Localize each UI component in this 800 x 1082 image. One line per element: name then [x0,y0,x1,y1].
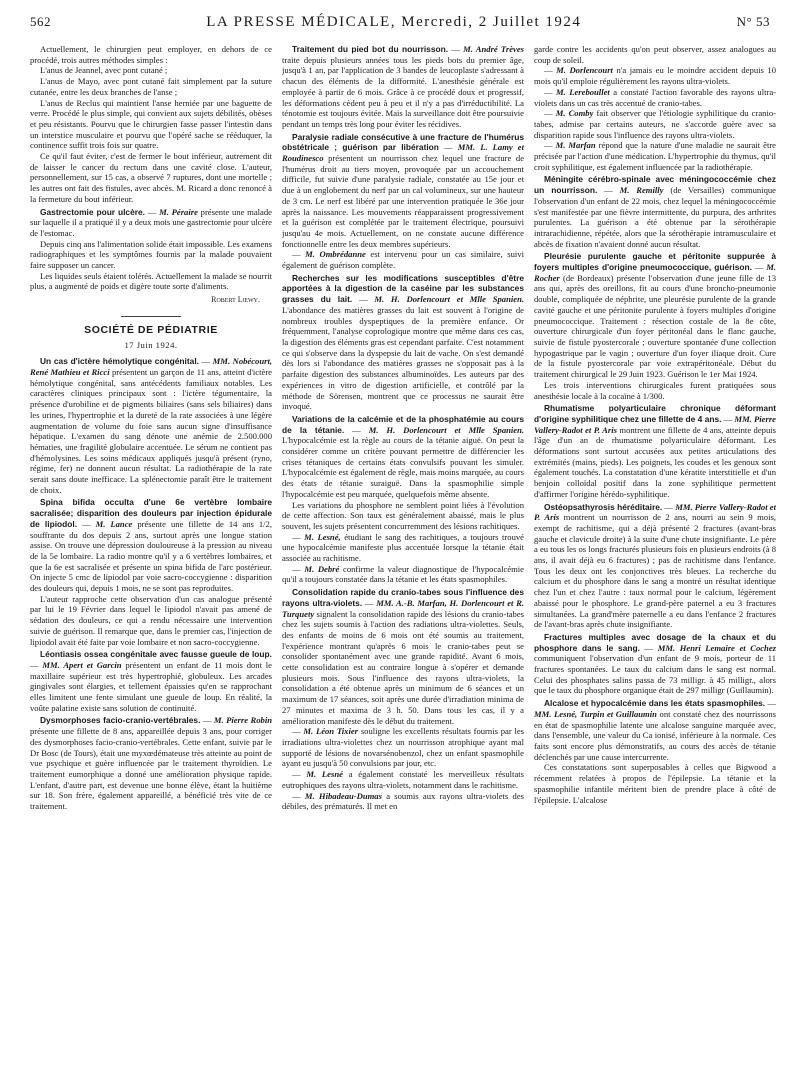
paragraph: Depuis cinq ans l'alimentation solide était impossible. Les examens radiographiques et les symptômes fournis par la malade pouvaient faire supposer un cancer. [30,238,272,271]
article-title: Rhumatisme polyarticulaire chronique déformant d'origine syphilitique chez une fillette de 4 ans. [534,403,776,424]
article-text: L'hypocalcémie est la règle au cours de la tétanie aiguë. On peut la considérer comme un critère pouvant permettre de différencier les crises tétaniques de certains états convulsifs pouvant les simuler. L'hypocalcémie est également de règle, mais moins marquée, au cours des états de tétanie suraiguë. Dans la spasmophilie simple l'hypocalcémie est peu marquée, quelquefois même absente. [282,435,524,499]
article-text: (de Bordeaux) présente l'observation d'une jeune fille de 13 ans qui, après des oreillons, fit au cours d'une broncho-pneumonie double, compliquée de néphrite, une pleurésie purulente de la grande cavité gauche et une péritonite purulente à foyers multiples d'origine pneumococcique. Traitement : résection costale de la 8e côte, ouverture chirurgicale d'un foyer péritonéal dans le flanc gauche, suivie de fistule pyostercorale ; ouverture spontanée d'une collection hypogastrique par le vagin ; ouverture d'un foyer iliaque droit. Cure de la fistule pyostercorale par voie extrapéritonéale. Début du traitement chirurgical le 29 Juin 1923. Guérison le 1er Mai 1924. [534,272,776,380]
article-title: Alcalose et hypocalcémie dans les états spasmophiles. [544,698,766,709]
article-title: Dysmorphoses facio-cranio-vertébrales. [40,715,201,726]
discussion: — M. Hibadeau-Dumas a soumis aux rayons ultra-violets des débiles, des prématurés. Il met en [282,790,524,812]
article-title: Gastrectomie pour ulcère. [40,206,145,217]
discussion-text: a également constaté les merveilleux résultats eutrophiques des rayons ultra-violets, notamment dans le rachitisme. [282,769,524,790]
article-text: présentent un garçon de 11 ans, atteint d'ictère hémolytique congénital, sans antécédents familiaux notables. Les caractères cliniques principaux sont : l'ictère tégumentaire, la présence d'urobiline et de pigments biliaires (sans sels biliaires) dans les urines, l'hypertrophie et la dureté de la rate associées à une légère augmentation de volume du foie sans aucun signe d'insuffisance hépatique. L'examen du sang dénote une anémie de 2.500.000 hématies, une fragilité globulaire accentuée. Le sérum ne contient pas d'hémolysines. Les soins médicaux appliqués jusqu'à présent (ryno, régime, fer) ne donnent aucun résultat. La radiothérapie de la rate serait sans doute inefficace. La splénectomie paraît être le traitement de choix. [30,366,272,495]
paragraph: L'anus de Mayo, avec pont cutané fait simplement par la suture cutanée, entre les deux branches de l'anse ; [30,76,272,97]
article-cranio-tabes: Consolidation rapide du cranio-tabes sous l'influence des rayons ultra-violets. — MM. A.-B. Marfan, H. Dorlencourt et R. Turquety signalent la consolidation rapide des lésions du cranio-tabes chez les sujets soumis à l'action des radiations ultra-violettes. Seuls, des enfants de moins de 6 mois ont été soumis au traitement, l'expérience montrant qu'après 6 mois le cranio-tabes peut se consolider spontanément avec une grande rapidité. Avant 6 mois, cette consolidation est au contraire longue à s'opérer et demande plusieurs mois. Sous l'influence des rayons ultra-violets, la consolidation a été obtenue après un minimum de 6 séances et un maximum de 17 séances, soit après une durée d'irradiation minima de 27 minutes et maxima de 3 h. 50. Dans tous les cas, il y a amélioration manifeste dès le début du traitement. [282,587,524,726]
article-title: Ostéopsathyrosis héréditaire. [544,501,663,512]
journal-title [206,14,581,31]
text-columns [30,44,776,1078]
article-title: Consolidation rapide du cranio-tabes sous l'influence des rayons ultra-violets. [282,587,524,608]
paragraph: Ces constatations sont superposables à celles que Bigwood a récemment relatées à propos de l'épilepsie. La tétanie et la spasmophilie infantile méritent bien de prendre place à côté de l'épilepsie. L'alcalose [534,762,776,805]
paragraph: Les variations du phosphore ne semblent point liées à l'évolution de cette affection. Son taux est généralement abaissé, mais le plus souvent, les sujets présentent concurremment des lésions rachitiques. [282,499,524,531]
article-ictere: Un cas d'ictère hémolytique congénital. — MM. Nobécourt, René Mathieu et Ricci présentent un garçon de 11 ans, atteint d'ictère hémolytique congénital, sans antécédents familiaux notables. Les caractères cliniques principaux sont : l'ictère tégumentaire, la présence d'urobiline et de pigments biliaires (sans sels biliaires) dans les urines, l'hypertrophie et la dureté de la rate associées à une légère augmentation de volume du foie sans aucun signe d'insuffisance hépatique. L'examen du sang dénote une anémie de 2.500.000 hématies, une fragilité globulaire accentuée. Le sérum ne contient pas d'hémolysines. Les soins médicaux appliqués jusqu'à présent (ryno, régime, fer) ne donnent aucun résultat. La radiothérapie de la rate serait sans doute inefficace. La splénectomie paraît être le traitement de choix. [30,356,272,495]
article-fractures: Fractures multiples avec dosage de la chaux et du phosphore dans le sang. — MM. Henri Lemaire et Cochez communiquent l'observation d'un enfant de 9 mois, porteur de 11 fractures spontanées. Le taux du calcium dans le sang est normal. Celui des phosphates salins passa de 73 milligr. à 45 milligr., alors que le taux du phosphore organique était de 297 milligr (Guillaumin). [534,631,776,696]
article-caseine: Recherches sur les modifications susceptibles d'être apportées à la digestion de la caséine par les substances grasses du lait. — M. H. Dorlencourt et Mlle Spanien. L'abondance des matières grasses du lait est souvent à l'origine de nombreux troubles dyspeptiques de la première enfance. Or fréquemment, l'analyse coprologique montre que même dans ces cas, la digestion des éléments gras est cependant parfaite. C'est notamment ce qui s'observe dans la dyspepsie du lait de vache. On s'est demandé dès lors si l'abondance des matières grasses ne s'opposait pas à la parfaite digestion des substances albuminoïdes. Les auteurs par des expériences in vitro de digestion artificielle, et contrôlé par la méthode de Sörensen, montrent que ce processus ne saurait être invoqué. [282,272,524,412]
discussion-text: est intervenu pour un cas similaire, suivi également de guérison complète. [282,249,524,271]
article-author: M. Pierre Robin [213,715,272,726]
article-text: présentent un nourrisson chez lequel une fracture de l'humérus droit au tiers moyen, provoquée par un accouchement difficile, fut suivie d'une paralysie radiale, constatée au 15e jour et due à un englobement du nerf par un cal volumineux, sur une hauteur de 3 cm. Le nerf est libéré par une intervention pratiquée le 36e jour après la naissance. Les mouvements réapparaissent progressivement et la guérison est complétée par le traitement électrique, poursuivi jusqu'au 4e mois. Actuellement, on ne constate aucune différence fonctionnelle entre les deux membres supérieurs. [282,153,524,249]
article-author: M. H. Dorlencourt et Mlle Spanien. [368,424,524,435]
section-title: SOCIÉTÉ DE PÉDIATRIE [84,323,218,336]
article-author: MM. Henri Lemaire et Cochez [657,642,776,653]
article-text: montrent une fillette de 4 ans, atteinte depuis l'âge d'un an de rhumatisme polyarticulaire déformant. Les déformations sont surtout accusées aux petites articulations des extrémités (mains, pieds). Les poignets, les coudes et les genoux sont également touchés. La constatation d'une kératite interstitielle et d'un benjoin colloïdal positif dans la zone syphilitique permettent d'affirmer l'origine hérédo-syphilitique. [534,424,776,499]
article-title: Fractures multiples avec dosage de la chaux et du phosphore dans le sang. [534,631,776,653]
discussant: M. Comby [555,108,594,119]
article-text: présente une fillette de 8 ans, appareillée depuis 3 ans, pour corriger des dysmorphoses facio-cranio-vertébrales. Cette enfant, suivie par le Dr Bosc (de Tours), était une myxœdémateuse très atteinte au point de vue psychique et guère influencée par le traitement thyroïdien. Le traitement eumorphique a donné une amélioration physique rapide. L'enfant, d'autre part, est devenue une bonne élève, étant la huitième sur 18. Son frère, également appareillé, a bénéficié très vite de ce traitement. [30,726,272,812]
discussion-text: souligne les excellents résultats fournis par les irradiations ultra-violettes chez un nourrisson atrophique ayant mal supporté de lésions de novarsénobenzol, chez un enfant spasmophile ayant eu jusqu'à 50 convulsions par jour, etc. [282,726,524,769]
article-author: M. H. Dorlencourt et Mlle Spanien. [374,294,524,305]
article-title: Méningite cérébro-spinale avec méningococcémie chez un nourrisson. [534,174,776,196]
paragraph: L'anus de Jeannel, avec pont cutané ; [40,65,168,76]
article-alcalose: Alcalose et hypocalcémie dans les états spasmophiles. — MM. Lesné, Turpin et Guillaumin ont constaté chez des nourrissons en état de spasmophilie latente une alcalose sanguine marquée avec, dans l'ensemble, une valeur du Ca ionisé, inférieure à la normale. Ces faits sont encore plus démonstratifs, au cours des accès de tétanie déclenchés par une cause intercurrente. [534,698,776,762]
article-text: (de Versailles) communique l'observation d'un enfant de 22 mois, chez lequel la méningococcémie s'est manifestée par une fièvre intermittente, du purpura, des arthrites purulentes. La guérison a été obtenue par la sérothérapie intrarachidienne, répétée, alors que la sérothérapie intramusculaire et abcès de fixation n'avaient donné aucun résultat. [534,185,776,249]
running-header [30,14,770,34]
article-author: M. Rocher [534,262,776,283]
paragraph: Les trois interventions chirurgicales furent pratiquées sous anesthésie locale à la cocaïne à 1/300. [534,379,776,401]
article-title: Pleurésie purulente gauche et péritonite suppurée à foyers multiples d'origine pneumococcique, guérison. [534,251,776,273]
article-title: Paralysie radiale consécutive à une fracture de l'humérus obstétricale ; guérison par libération [282,131,524,153]
discussant: M. Lesné, [304,531,341,542]
discussion-text: fait observer que l'étiologie syphilitique du cranio-tabes, admise par certains auteurs, ne s'accorde guère avec sa disparition rapide sous l'influence des rayons ultra-violets. [534,108,776,140]
article-text: traite depuis plusieurs années tous les pieds bots du premier âge, jusqu'à 1 an, par l'application de 3 bandes de leucoplaste s'adressant à chacun des éléments de la difformité. L'anesthésie générale est employée à partir de 6 mois. Grâce à ce procédé doux et progressif, les déformations cèdent peu à peu et il n'y a pas d'irréductibilité. La ténotomie est toujours évitée. Mais la surveillance doit être poursuivie pendant un temps très long pour éviter les récidives. [282,54,524,129]
discussion-text: a soumis aux rayons ultra-violets des débiles, des prématurés. Il met en [282,790,524,812]
article-text: L'abondance des matières grasses du lait est souvent à l'origine de nombreux troubles dyspeptiques de la première enfance. Or fréquemment, l'analyse coprologique montre que même dans ces cas, la digestion des éléments gras est cependant parfaite. C'est notamment ce qui s'observe dans la dyspepsie du lait de vache. On s'est demandé dès lors si l'abondance des matières grasses ne s'opposait pas à la parfaite digestion des substances albuminoïdes. Les auteurs par des expériences in vitro de digestion artificielle, et contrôlé par la méthode de Sörensen, montrent que ce processus ne saurait être invoqué. [282,304,524,412]
article-osteopsathyrosis: Ostéopsathyrosis héréditaire. — MM. Pierre Vallery-Radot et P. Aris montrent un nourrisson de 2 ans, nourri au sein 9 mois, exempt de rachitisme, qui a déjà présenté 2 fractures (avant-bras gauche et clavicule droite) à la suite d'une chute insignifiante. Le père a eu tous les os longs fracturés plusieurs fois en plusieurs endroits (à 8 ans, il avait déjà eu 6 fractures) ; pas de rachitisme dans l'enfance. Tous les deux ont les conjonctives très bleues. La recherche du calcium et du phosphore dans le sang a montré un résultat identique chez l'un et chez l'autre : taux normal pour le calcium, légèrement abaissé pour le phosphore. Le grand-père paternel a eu 3 fractures simultanées. La grand'mère paternelle a eu dans l'enfance 2 fractures de l'avant-bras après chute insignifiante. [534,501,776,630]
article-title: Variations de la calcémie et de la phosphatémie au cours de la tétanie. [282,413,524,435]
article-dysmorphoses: Dysmorphoses facio-cranio-vertébrales. — M. Pierre Robin présente une fillette de 8 ans, appareillée depuis 3 ans, pour corriger des dysmorphoses facio-cranio-vertébrales. Cette enfant, suivie par le Dr Bosc (de Tours), était une myxœdémateuse très atteinte au point de vue psychique et guère influencée par le traitement thyroïdien. Le traitement eumorphique a donné une amélioration physique rapide. L'enfant, d'autre part, est devenue une bonne élève, étant la huitième sur 18. Son frère, également appareillé, a bénéficié très vite de ce traitement. [30,715,272,812]
discussion: — M. Léon Tixier souligne les excellents résultats fournis par les irradiations ultra-violettes chez un nourrisson atrophique ayant mal supporté de lésions de novarsénobenzol, chez un enfant spasmophile ayant eu jusqu'à 50 convulsions par jour, etc. [282,726,524,769]
article-title: Un cas d'ictère hémolytique congénital. [40,356,199,367]
article-author: MM. Pierre Vallery-Radot et P. Aris [534,413,776,435]
discussion: — M. Dorlencourt n'a jamais eu le moindre accident depuis 10 mois qu'il emploie régulièrement les rayons ultra-violets. [534,65,776,87]
discussion-text: répond que la nature d'une maladie ne saurait être précisée par l'action d'une médication. L'hypertrophie du thymus, qu'il croit syphilitique, est également influencée par la radiothérapie. [534,140,776,172]
article-text: présente une malade sur laquelle il a pratiqué il y a deux mois une gastrectomie pour ulcère de l'estomac. [30,206,272,238]
issue-number: N° 53 [736,14,770,29]
article-text: présentent un enfant de 11 mois dont le maxillaire supérieur est très hypertrophié, globuleux. Les arcades gingivales sont élargies, et tellement épaissies qu'en se rapprochant elles limitent une fente simulant une gueule de loup. En réalité, la voûte palatine existe sans solution de continuité. [30,659,272,713]
paragraph: L'auteur rapproche cette observation d'un cas analogue présenté par lui le 19 Février dans lequel le lipiodol n'avait pas amené de sédation des douleurs, ce qui a rendu nécessaire une intervention suivie de guérison. Il remarque que, dans le premier cas, l'injection de lipiodol avait été faite par voie lombaire et non sacro-coccygienne. [30,593,272,647]
discussion: — M. Debré confirme la valeur diagnostique de l'hypocalcémie qu'il a toujours constatée dans la tétanie et les états spasmophiles. [282,563,524,585]
discussion-text: a constaté l'action favorable des rayons ultra-violets dans un cas très accentué de cranio-tabes. [534,86,776,108]
issue-date: , Mercredi, 2 Juillet 1924 [390,14,582,30]
discussion-text: confirme la valeur diagnostique de l'hypocalcémie qu'il a toujours constatée dans la tétanie et les états spasmophiles. [282,563,524,585]
page-number: 562 [30,14,51,29]
discussion-text: étudiant le sang des rachitiques, a toujours trouvé une hypocalcémie manifeste plus accentuée lorsque la tétanie était associée au rachitisme. [282,531,524,564]
discussion: — M. Marfan répond que la nature d'une maladie ne saurait être précisée par l'action d'une médication. L'hypertrophie du thymus, qu'il croit syphilitique, est également influencée par la radiothérapie. [534,140,776,172]
article-pleuresie: Pleurésie purulente gauche et péritonite suppurée à foyers multiples d'origine pneumococcique, guérison. — M. Rocher (de Bordeaux) présente l'observation d'une jeune fille de 13 ans qui, après des oreillons, fit au cours d'une broncho-pneumonie double, compliquée de néphrite, une pleurésie purulente de la grande cavité gauche et une péritonite purulente à foyers multiples d'origine pneumococcique. Traitement : résection costale de la 8e côte, ouverture chirurgicale d'un foyer péritonéal dans le flanc gauche, suivie de fistule pyostercorale ; ouverture spontanée d'une collection hypogastrique par le vagin ; ouverture d'un foyer iliaque droit. Cure de la fistule pyostercorale par voie extrapéritonéale. Début du traitement chirurgical le 29 Juin 1923. Guérison le 1er Mai 1924. [534,251,776,380]
discussant: M. Ombrédanne [305,249,366,260]
discussant: M. Hibadeau-Dumas [304,790,382,801]
article-leontiasis: Léontiasis ossea congénitale avec fausse gueule de loup. — MM. Apert et Garcin présentent un enfant de 11 mois dont le maxillaire supérieur est très hypertrophié, globuleux. Les arcades gingivales sont élargies, et tellement épaissies qu'en se rapprochant elles limitent une fente simulant une gueule de loup. En réalité, la voûte palatine existe sans solution de continuité. [30,649,272,713]
article-text: présente une fillette de 14 ans 1/2, souffrante du dos depuis 2 ans, surtout après une longue station assise. On trouve une dépression douloureuse à la pression au niveau de la 5e lombaire. La radio montre qu'il y a 6 vertèbres lombaires, et que la 6e est sacralisée et présente un spina bifida de l'arc postérieur. On injecte 5 cmc de lipiodol par voie sacro-coccygienne : disparition des douleurs qui, depuis 1 mois, ne se sont pas reproduites. [30,518,272,594]
journal-name: LA PRESSE MÉDICALE [206,14,391,30]
discussion: — M. Comby fait observer que l'étiologie syphilitique du cranio-tabes, admise par certains auteurs, ne s'accorde guère avec sa disparition rapide sous l'influence des rayons ultra-violets. [534,108,776,140]
article-author: M. André Trèves [463,44,524,54]
discussion: — M. Lesné, étudiant le sang des rachitiques, a toujours trouvé une hypocalcémie manifeste plus accentuée lorsque la tétanie était associée au rachitisme. [282,531,524,564]
article-title: Spina bifida occulta d'une 6e vertèbre lombaire sacralisée; disparition des douleurs par injection épidurale de lipiodol. [30,497,272,529]
column-right [534,44,776,1078]
article-meningite: Méningite cérébro-spinale avec méningococcémie chez un nourrisson. — M. Remilly (de Versailles) communique l'observation d'un enfant de 22 mois, chez lequel la méningococcémie s'est manifestée par une fièvre intermittente, du purpura, des arthrites purulentes. La guérison a été obtenue par la sérothérapie intrarachidienne, répétée, alors que la sérothérapie intramusculaire et abcès de fixation n'avaient donné aucun résultat. [534,174,776,249]
discussion-text: n'a jamais eu le moindre accident depuis 10 mois qu'il emploie régulièrement les rayons ultra-violets. [534,65,776,87]
discussant: M. Debré [304,563,340,574]
article-author: MM. Apert et Garcin [42,659,122,670]
paragraph: garde contre les accidents qu'on peut observer, assez analogues au coup de soleil. [534,44,776,65]
discussant: M. Dorlencourt [556,65,613,76]
article-rhumatisme: Rhumatisme polyarticulaire chronique déformant d'origine syphilitique chez une fillette de 4 ans. — MM. Pierre Vallery-Radot et P. Aris montrent une fillette de 4 ans, atteinte depuis l'âge d'un an de rhumatisme polyarticulaire déformant. Les déformations sont surtout accusées aux petites articulations des extrémités (mains, pieds). Les poignets, les coudes et les genoux sont également touchés. La constatation d'une kératite interstitielle et d'un benjoin colloïdal positif dans la zone syphilitique permettent d'affirmer l'origine hérédo-syphilitique. [534,403,776,499]
paragraph: Ce qu'il faut éviter, c'est de fermer le bout inférieur, autrement dit de laisser le cancer du rectum dans une cavité close. L'auteur, personnellement, sur 15 cas, a observé 7 ruptures, dont une mortelle ; les autres ont fait des fistules, avec abcès. M. Ricard a donc renoncé à la fermeture du bout inférieur. [30,151,272,204]
section-date: 17 Juin 1924. [124,339,178,350]
article-author: M. Remilly [619,185,664,196]
article-calcemie: Variations de la calcémie et de la phosphatémie au cours de la tétanie. — M. H. Dorlencourt et Mlle Spanien. L'hypocalcémie est la règle au cours de la tétanie aiguë. On peut la considérer comme un critère pouvant permettre de différencier les crises tétaniques de certains états convulsifs pouvant les simuler. L'hypocalcémie est également de règle, mais moins marquée, au cours des états de tétanie suraiguë. Dans la spasmophilie simple l'hypocalcémie est peu marquée, quelquefois même absente. [282,413,524,499]
article-text: signalent la consolidation rapide des lésions du cranio-tabes chez les sujets soumis à l'action des radiations ultra-violettes. Seuls, des enfants de moins de 6 mois ont été soumis au traitement, l'expérience montrant qu'après 6 mois le cranio-tabes peut se consolider spontanément avec une grande rapidité. Avant 6 mois, cette consolidation est au contraire longue à s'opérer et demande plusieurs mois. Sous l'influence des rayons ultra-violets, la consolidation a été obtenue après un minimum de 6 séances et un maximum de 17 séances, soit après une durée d'irradiation minima de 27 minutes et maxima de 3 h. 50. Dans tous les cas, il y a amélioration manifeste dès le début du traitement. [282,608,524,726]
article-author: MM. Lesné, Turpin et Guillaumin [534,708,657,719]
paragraph: L'anus de Reclus qui maintient l'anse herniée par une baguette de verre. Procédé le plus simple, qui convient aux sujets débilités, obèses et peu résistants. Pourvu que le chirurgien fasse passer l'intestin dans un interstice musculaire et pourvu que l'opéré sache se rééduquer, la continence suffit trois fois sur quatre. [30,97,272,151]
column-middle [282,44,524,1078]
discussion: — M. Ombrédanne est intervenu pour un cas similaire, suivi également de guérison complète. [282,249,524,271]
article-author: M. Lance [95,518,133,529]
article-paralysie: Paralysie radiale consécutive à une fracture de l'humérus obstétricale ; guérison par libération — MM. L. Lamy et Roudinesco présentent un nourrisson chez lequel une fracture de l'humérus droit au tiers moyen, provoquée par un accouchement difficile, fut suivie d'une paralysie radiale, constatée au 15e jour et due à un englobement du nerf par un cal volumineux, sur une hauteur de 3 cm. Le nerf est libéré par une intervention pratiquée le 36e jour après la naissance. Les mouvements réapparaissent progressivement et la guérison est complétée par le traitement électrique, poursuivi jusqu'au 4e mois. Actuellement, on ne constate aucune différence fonctionnelle entre les deux membres supérieurs. [282,131,524,249]
discussion: — M. Lesné a également constaté les merveilleux résultats eutrophiques des rayons ultra-violets, notamment dans le rachitisme. [282,769,524,790]
article-text: communiquent l'observation d'un enfant de 9 mois, porteur de 11 fractures spontanées. Le taux du calcium dans le sang est normal. Celui des phosphates salins passa de 73 milligr. à 45 milligr., alors que le taux du phosphore organique était de 297 milligr (Guillaumin). [534,653,776,696]
author-signature: Robert Lœwy. [211,295,260,305]
discussant: M. Léon Tixier [303,726,359,737]
discussion: — M. Lereboullet a constaté l'action favorable des rayons ultra-violets dans un cas très accentué de cranio-tabes. [534,86,776,108]
article-text: ont constaté chez des nourrissons en état de spasmophilie latente une alcalose sanguine marquée avec, dans l'ensemble, une valeur du Ca ionisé, inférieure à la normale. Ces faits sont encore plus démonstratifs, au cours des accès de tétanie déclenchés par une cause intercurrente. [534,708,776,762]
article-author: MM. A.-B. Marfan, H. Dorlencourt et R. Turquety [282,597,524,619]
discussant: M. Marfan [555,140,596,151]
article-title: Traitement du pied bot du nourrisson. [292,44,449,54]
article-author: MM. Nobécourt, René Mathieu et Ricci [30,356,272,377]
discussant: M. Lesné [306,769,343,780]
article-spina-bifida: Spina bifida occulta d'une 6e vertèbre lombaire sacralisée; disparition des douleurs par injection épidurale de lipiodol. — M. Lance présente une fillette de 14 ans 1/2, souffrante du dos depuis 2 ans, surtout après une longue station assise. On trouve une dépression douloureuse à la pression au niveau de la 5e lombaire. La radio montre qu'il y a 6 vertèbres lombaires, et que la 6e est sacralisée et présente un spina bifida de l'arc postérieur. On injecte 5 cmc de lipiodol par voie sacro-coccygienne : disparition des douleurs qui, depuis 1 mois, ne se sont pas reproduites. [30,497,272,594]
article-author: MM. L. Lamy et Roudinesco [282,142,524,164]
article-gastrectomie: Gastrectomie pour ulcère. — M. Péraire présente une malade sur laquelle il a pratiqué il y a deux mois une gastrectomie pour ulcère de l'estomac. [30,206,272,238]
discussant: M. Lereboullet [556,86,610,97]
article-title: Léontiasis ossea congénitale avec fausse gueule de loup. [40,649,272,660]
paragraph: Actuellement, le chirurgien peut employer, en dehors de ce procédé, trois autres méthodes simples : [30,44,272,65]
section-divider [121,316,181,317]
column-left [30,44,272,1078]
article-pied-bot: Traitement du pied bot du nourrisson. — M. André Trèves traite depuis plusieurs années tous les pieds bots du premier âge, jusqu'à 1 an, par l'application de 3 bandes de leucoplaste s'adressant à chacun des éléments de la difformité. L'anesthésie générale est employée à partir de 6 mois. Grâce à ce procédé doux et progressif, les déformations cèdent peu à peu et il n'y a pas d'irréductibilité. La ténotomie est toujours évitée. Mais la surveillance doit être poursuivie pendant un temps très long pour éviter les récidives. [282,44,524,129]
article-title: Recherches sur les modifications susceptibles d'être apportées à la digestion de la caséine par les substances grasses du lait. [282,272,524,305]
paragraph: Les liquides seuls étaient tolérés. Actuellement la malade se nourrit plus, a augmenté de poids et digère toute sorte d'aliments. [30,270,272,292]
article-text: montrent un nourrisson de 2 ans, nourri au sein 9 mois, exempt de rachitisme, qui a déjà présenté 2 fractures (avant-bras gauche et clavicule droite) à la suite d'une chute insignifiante. Le père a eu tous les os longs fracturés plusieurs fois en plusieurs endroits (à 8 ans, il avait déjà eu 6 fractures) ; pas de rachitisme dans l'enfance. Tous les deux ont les conjonctives très bleues. La recherche du calcium et du phosphore dans le sang a montré un résultat identique chez l'un et chez l'autre : taux normal pour le calcium, légèrement abaissé pour le phosphore. Le grand-père paternel a eu 3 fractures simultanées. La grand'mère paternelle a eu dans l'enfance 2 fractures de l'avant-bras après chute insignifiante. [534,512,776,630]
article-author: M. Péraire [159,206,198,217]
article-author: MM. Pierre Vallery-Radot et P. Aris [534,501,776,523]
